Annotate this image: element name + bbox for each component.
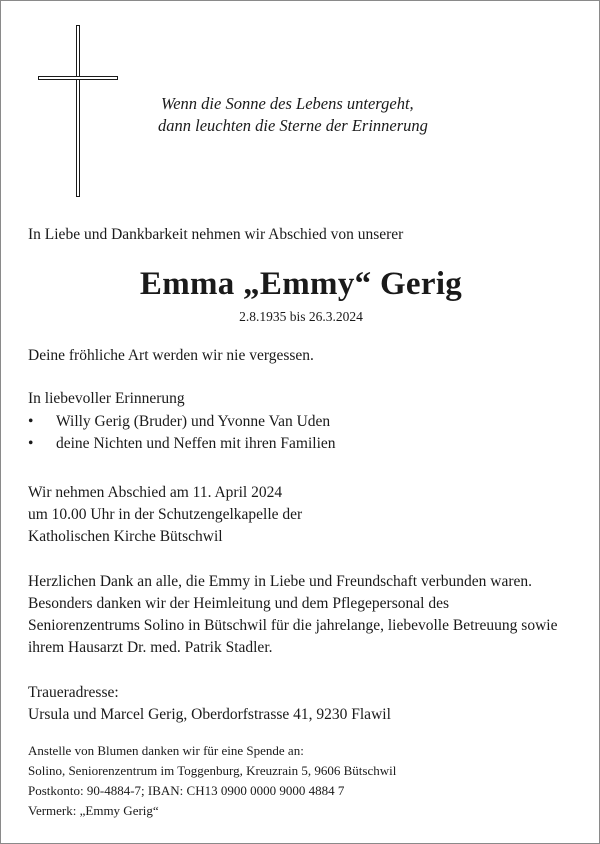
donation-line-2: Solino, Seniorenzentrum im Toggenburg, Kreuzrain 5, 9606 Bütschwil: [28, 763, 397, 778]
intro-text: In Liebe und Dankbarkeit nehmen wir Abschied von unserer: [28, 226, 404, 243]
donation-line-1: Anstelle von Blumen danken wir für eine Spende an:: [28, 743, 304, 758]
list-item: [28, 433, 336, 454]
list-item: [28, 411, 330, 432]
mourner-1: Willy Gerig (Bruder) und Yvonne Van Uden: [56, 413, 331, 430]
address-label: Traueradresse:: [28, 684, 119, 701]
farewell-line-1: Wir nehmen Abschied am 11. April 2024: [28, 484, 283, 501]
mourners-heading: In liebevoller Erinnerung: [28, 390, 185, 407]
thanks-line-3: Seniorenzentrums Solino in Bütschwil für die jahrelange, liebevolle Betreuung sowie: [28, 617, 558, 634]
deceased-name: Emma „Emmy“ Gerig: [139, 266, 463, 302]
thanks-line-1: Herzlichen Dank an alle, die Emmy in Liebe und Freundschaft verbunden waren.: [28, 573, 532, 590]
farewell-line-3: Katholischen Kirche Bütschwil: [28, 528, 223, 545]
donation-line-4: Vermerk: „Emmy Gerig“: [28, 803, 159, 818]
farewell-line-2: um 10.00 Uhr in der Schutzengelkapelle der: [28, 506, 303, 523]
tribute-text: Deine fröhliche Art werden wir nie vergessen.: [28, 347, 314, 364]
thanks-line-4: ihrem Hausarzt Dr. med. Patrik Stadler.: [28, 639, 273, 656]
cross-vertical-beam: [76, 25, 80, 197]
address-value: Ursula und Marcel Gerig, Oberdorfstrasse 41, 9230 Flawil: [28, 706, 391, 723]
bullet-icon: •: [28, 435, 34, 452]
thanks-line-2: Besonders danken wir der Heimleitung und dem Pflegepersonal des: [28, 595, 449, 612]
bullet-icon: •: [28, 413, 34, 430]
donation-line-3: Postkonto: 90-4884-7; IBAN: CH13 0900 0000 9000 4884 7: [28, 783, 345, 798]
motto: [158, 93, 481, 137]
life-dates: 2.8.1935 bis 26.3.2024: [239, 309, 363, 324]
motto-line-1: Wenn die Sonne des Lebens untergeht,: [161, 94, 414, 113]
motto-line-2: dann leuchten die Sterne der Erinnerung: [158, 116, 428, 135]
mourner-2: deine Nichten und Neffen mit ihren Familien: [56, 435, 336, 452]
